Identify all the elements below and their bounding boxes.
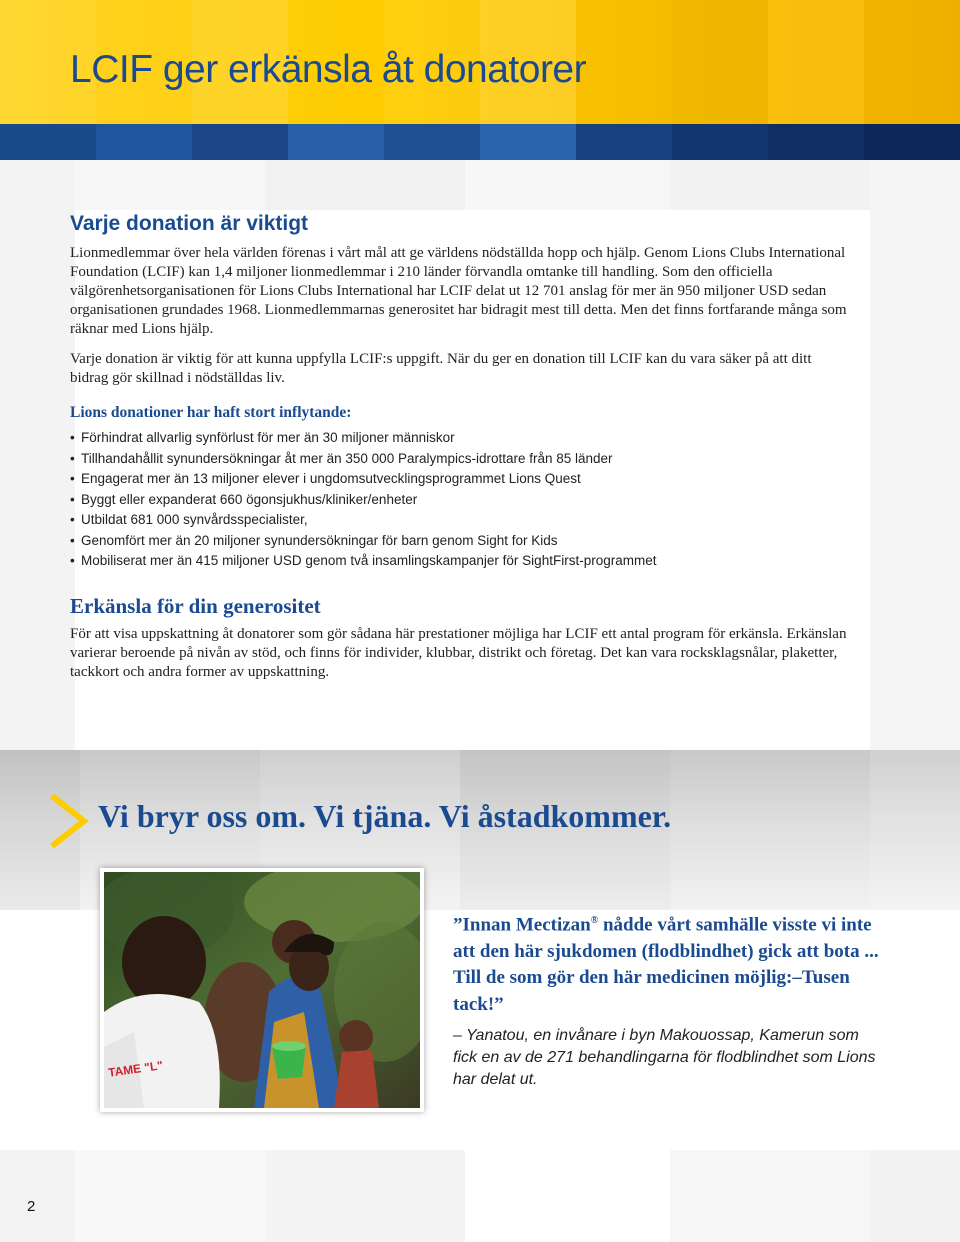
list-item: • Genomfört mer än 20 miljoner synundersökningar för barn genom Sight for Kids: [70, 532, 558, 548]
section-heading-donation: Varje donation är viktigt: [70, 212, 309, 235]
page-title: LCIF ger erkänsla åt donatorer: [70, 48, 587, 91]
chevron-right-icon: [48, 793, 90, 849]
blue-band: [0, 124, 960, 160]
photo-shirt-text: TAME "L": [107, 1058, 164, 1080]
paragraph-importance: Varje donation är viktig för att kunna uppfylla LCIF:s uppgift. När du ger en donation till LCIF kan du vara säker på att ditt bidrag gör skillnad i nödställdas liv.: [70, 351, 812, 386]
header-banner: [0, 0, 960, 124]
main-content: [70, 200, 850, 682]
tagline: Vi bryr oss om. Vi tjäna. Vi åstadkommer.: [98, 798, 672, 834]
footer-tiles: [0, 1150, 960, 1242]
impact-heading: Lions donationer har haft stort inflytande:: [70, 404, 352, 421]
list-item: • Engagerat mer än 13 miljoner elever i ungdomsutvecklingsprogrammet Lions Quest: [70, 471, 581, 486]
quote-attribution: – Yanatou, en invånare i byn Makouossap, Kamerun som fick en av de 271 behandlingarna för flodblindhet som Lions har delat ut.: [453, 1027, 876, 1088]
paragraph-recognition: För att visa uppskattning åt donatorer som gör sådana här prestationer möjliga har LCIF ett antal program för erkänsla. Erkänslan varierar beroende på nivån av stöd, och finns för individer, klubbar, distrikt och företag. Det kan vara rocksklagsnålar, plaketter, tackkort och andra former av uppskattning.: [70, 625, 847, 680]
page-number: 2: [27, 1198, 36, 1215]
list-item: • Förhindrat allvarlig synförlust för mer än 30 miljoner människor: [70, 430, 455, 445]
list-item: • Utbildat 681 000 synvårdsspecialister,: [70, 512, 308, 527]
list-item: • Byggt eller expanderat 660 ögonsjukhus/kliniker/enheter: [70, 491, 418, 507]
section-heading-recognition: Erkänsla för din generositet: [70, 593, 321, 618]
list-item: • Tillhandahållit synundersökningar åt mer än 350 000 Paralympics-idrottare från 85 länder: [70, 450, 613, 466]
impact-list: [70, 428, 850, 572]
testimonial-quote: ”Innan Mectizan® nådde vårt samhälle visste vi inte att den här sjukdomen (flodblindhet) gick att bota ... Till de som gör den här medicinen möjlig:–Tusen tack!”: [453, 914, 879, 1015]
paragraph-intro: Lionmedlemmar över hela världen förenas i vårt mål att ge världens nödställda hopp och hjälp. Genom Lions Clubs International Foundation (LCIF) kan 1,4 miljoner lionmedlemmar i 210 länder förvandla omtanke till handling. Som den officiella välgörenhetsorganisationen för Lions Clubs International har LCIF delat ut 12 701 anslag för mer än 950 miljoner USD sedan organisationen grundades 1968. Lionmedlemmarnas generositet har bidragit mest till detta. Men det finns fortfarande många som räknar med Lions hjälp.: [70, 245, 847, 337]
photo-woman-taking-medicine: [100, 868, 424, 1112]
list-item: • Mobiliserat mer än 415 miljoner USD genom två insamlingskampanjer för SightFirst-programmet: [70, 553, 657, 568]
